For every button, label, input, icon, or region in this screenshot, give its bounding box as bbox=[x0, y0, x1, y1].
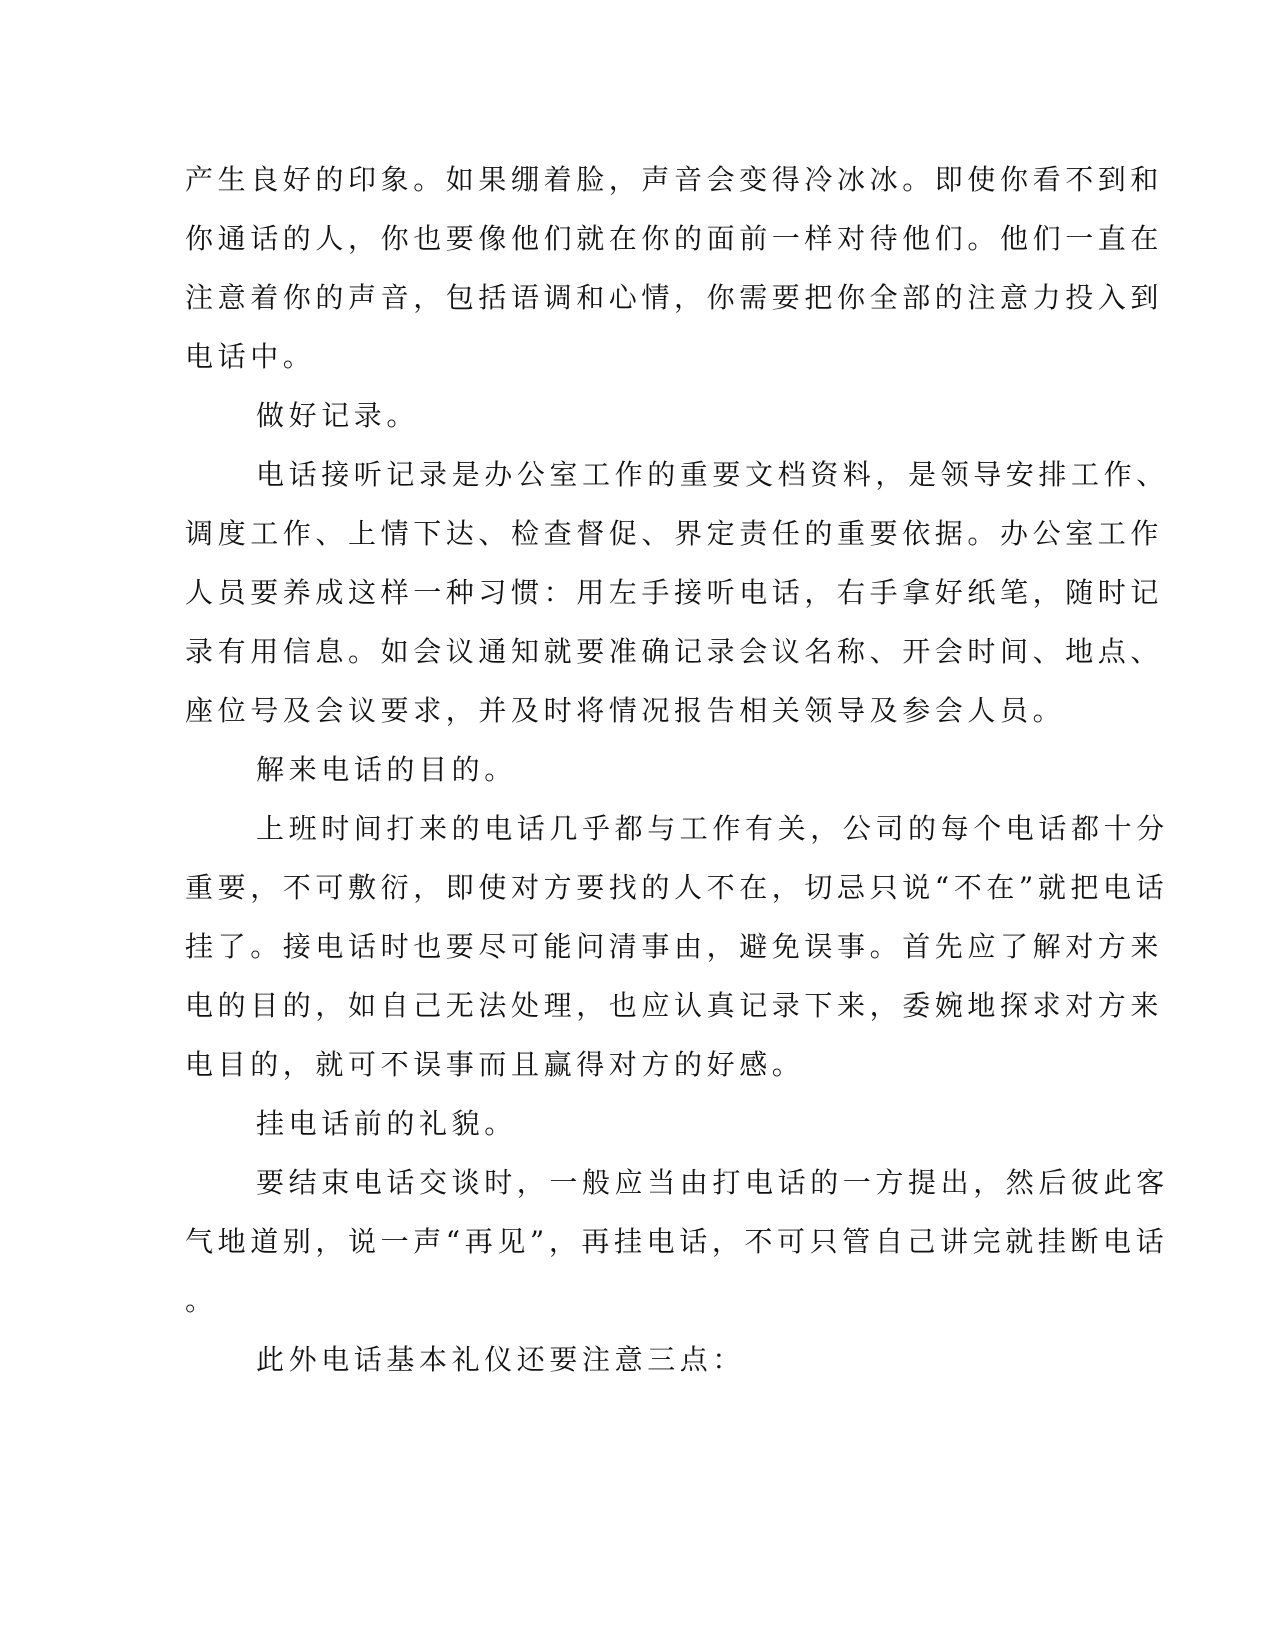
paragraph-line: 重要，不可敷衍，即使对方要找的人不在，切忌只说“不在”就把电话 bbox=[185, 871, 1169, 904]
section-heading: 解来电话的目的。 bbox=[256, 753, 517, 786]
paragraph-line: 。 bbox=[185, 1284, 218, 1317]
paragraph-line: 要结束电话交谈时，一般应当由打电话的一方提出，然后彼此客 bbox=[256, 1166, 1169, 1199]
paragraph-line: 挂了。接电话时也要尽可能问清事由，避免误事。首先应了解对方来 bbox=[185, 930, 1164, 963]
paragraph-line: 电的目的，如自己无法处理，也应认真记录下来，委婉地探求对方来 bbox=[185, 989, 1164, 1022]
paragraph-line: 产生良好的印象。如果绷着脸，声音会变得冷冰冰。即使你看不到和 bbox=[185, 163, 1164, 196]
section-heading: 做好记录。 bbox=[256, 399, 420, 432]
paragraph-line: 电话接听记录是办公室工作的重要文档资料，是领导安排工作、 bbox=[256, 458, 1169, 491]
paragraph-line: 座位号及会议要求，并及时将情况报告相关领导及参会人员。 bbox=[185, 694, 1066, 727]
paragraph-line: 你通话的人，你也要像他们就在你的面前一样对待他们。他们一直在 bbox=[185, 222, 1164, 255]
paragraph-line: 此外电话基本礼仪还要注意三点： bbox=[256, 1343, 746, 1376]
paragraph-line: 电话中。 bbox=[185, 340, 316, 373]
paragraph-line: 人员要养成这样一种习惯：用左手接听电话，右手拿好纸笔，随时记 bbox=[185, 576, 1164, 609]
paragraph-line: 调度工作、上情下达、检查督促、界定责任的重要依据。办公室工作 bbox=[185, 517, 1164, 550]
paragraph-line: 气地道别，说一声“再见”，再挂电话，不可只管自己讲完就挂断电话 bbox=[185, 1225, 1169, 1258]
paragraph-line: 上班时间打来的电话几乎都与工作有关，公司的每个电话都十分 bbox=[256, 812, 1169, 845]
paragraph-line: 注意着你的声音，包括语调和心情，你需要把你全部的注意力投入到 bbox=[185, 281, 1164, 314]
section-heading: 挂电话前的礼貌。 bbox=[256, 1107, 517, 1140]
paragraph-line: 录有用信息。如会议通知就要准确记录会议名称、开会时间、地点、 bbox=[185, 635, 1164, 668]
paragraph-line: 电目的，就可不误事而且赢得对方的好感。 bbox=[185, 1048, 805, 1081]
